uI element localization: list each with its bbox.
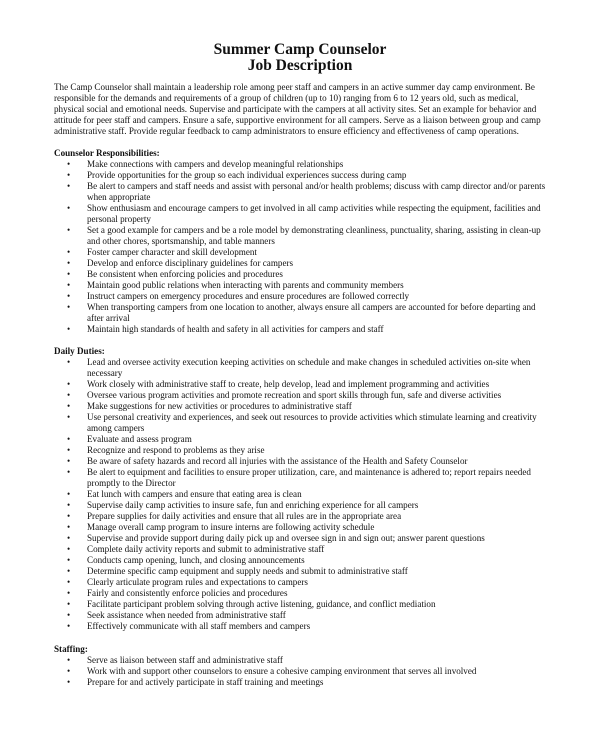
bullet-icon: •	[67, 390, 71, 400]
list-item-text: Instruct campers on emergency procedures and ensure procedures are followed correctly	[87, 291, 410, 301]
list-item-text: Use personal creativity and experiences, and seek out resources to provide activities which stimulate learning and creativity among campers	[87, 412, 537, 433]
bullet-icon: •	[67, 159, 71, 169]
list-item	[67, 181, 546, 203]
bullet-icon: •	[67, 269, 71, 279]
list-item-text: Prepare for and actively participate in staff training and meetings	[87, 677, 324, 687]
list-item-text: Oversee various program activities and promote recreation and sport skills through fun, safe and diverse activities	[87, 390, 502, 400]
list-item-text: Eat lunch with campers and ensure that eating area is clean	[87, 489, 302, 499]
list-item	[67, 269, 546, 280]
title-line-2: Job Description	[247, 57, 353, 74]
list-item-text: Work closely with administrative staff to create, help develop, lead and implement programming and activities	[87, 379, 490, 389]
list-item-text: Supervise and provide support during daily pick up and oversee sign in and sign out; answer parent questions	[87, 533, 485, 543]
list-item	[67, 225, 546, 247]
list-item-text: Complete daily activity reports and submit to administrative staff	[87, 544, 325, 554]
bullet-icon: •	[67, 467, 71, 477]
list-item-text: Supervise daily camp activities to insure safe, fun and enriching experience for all campers	[87, 500, 419, 510]
section-1	[54, 148, 546, 335]
bullet-icon: •	[67, 324, 71, 334]
bullet-icon: •	[67, 610, 71, 620]
list-item-text: Serve as liaison between staff and administrative staff	[87, 655, 283, 665]
list-item	[67, 610, 546, 621]
list-item	[67, 522, 546, 533]
bullet-icon: •	[67, 280, 71, 290]
bullet-icon: •	[67, 445, 71, 455]
list-item	[67, 280, 546, 291]
list-item	[67, 401, 546, 412]
sections-container	[54, 148, 546, 688]
list-item	[67, 621, 546, 632]
list-item-text: Seek assistance when needed from administrative staff	[87, 610, 286, 620]
list-item-text: Work with and support other counselors to ensure a cohesive camping environment that serves all involved	[87, 666, 477, 676]
list-item-text: Provide opportunities for the group so each individual experiences success during camp	[87, 170, 407, 180]
bullet-icon: •	[67, 203, 71, 213]
list-item	[67, 555, 546, 566]
list-item-text: Conducts camp opening, lunch, and closing announcements	[87, 555, 305, 565]
list-item-text: Foster camper character and skill development	[87, 247, 257, 257]
list-item	[67, 666, 546, 677]
list-item	[67, 291, 546, 302]
bullet-icon: •	[67, 181, 71, 191]
section-3	[54, 644, 546, 688]
list-item-text: Recognize and respond to problems as they arise	[87, 445, 265, 455]
list-item	[67, 456, 546, 467]
bullet-icon: •	[67, 566, 71, 576]
list-item-text: Be consistent when enforcing policies and procedures	[87, 269, 283, 279]
list-item-text: Make suggestions for new activities or procedures to administrative staff	[87, 401, 352, 411]
list-item	[67, 655, 546, 666]
list-item-text: Maintain high standards of health and safety in all activities for campers and staff	[87, 324, 384, 334]
list-item	[67, 390, 546, 401]
bullet-icon: •	[67, 544, 71, 554]
bullet-icon: •	[67, 357, 71, 367]
list-item-text: Effectively communicate with all staff members and campers	[87, 621, 311, 631]
list-item	[67, 445, 546, 456]
list-item	[67, 203, 546, 225]
bullet-list	[54, 159, 546, 335]
list-item	[67, 258, 546, 269]
list-item	[67, 500, 546, 511]
list-item	[67, 577, 546, 588]
list-item	[67, 159, 546, 170]
list-item	[67, 247, 546, 258]
section-heading: Counselor Responsibilities:	[54, 148, 160, 158]
list-item-text: Prepare supplies for daily activities and ensure that all rules are in the appropriate area	[87, 511, 402, 521]
list-item-text: Make connections with campers and develop meaningful relationships	[87, 159, 344, 169]
bullet-icon: •	[67, 291, 71, 301]
section-heading: Daily Duties:	[54, 346, 105, 356]
bullet-icon: •	[67, 533, 71, 543]
list-item-text: Facilitate participant problem solving through active listening, guidance, and conflict mediation	[87, 599, 436, 609]
list-item-text: Show enthusiasm and encourage campers to get involved in all camp activities while respecting the equipment, facilities and personal property	[87, 203, 541, 224]
bullet-icon: •	[67, 258, 71, 268]
list-item	[67, 588, 546, 599]
list-item	[67, 566, 546, 577]
document-title	[54, 42, 546, 74]
bullet-icon: •	[67, 434, 71, 444]
list-item-text: Be alert to campers and staff needs and assist with personal and/or health problems; discuss with camp director and/or parents when appropriate	[87, 181, 546, 202]
list-item	[67, 170, 546, 181]
bullet-icon: •	[67, 522, 71, 532]
bullet-icon: •	[67, 599, 71, 609]
list-item	[67, 302, 546, 324]
bullet-list	[54, 357, 546, 632]
list-item	[67, 489, 546, 500]
list-item-text: When transporting campers from one location to another, always ensure all campers are accounted for before departing and after arrival	[87, 302, 536, 323]
list-item	[67, 434, 546, 445]
intro-paragraph: The Camp Counselor shall maintain a leadership role among peer staff and campers in an active summer day camp environment. Be responsible for the demands and requirements of a group of children (up to 10) ranging from 6 to 12 years old, such as medical, physical social and emotional needs. Supervise and participate with the campers at all activity sites. Set an example for behavior and attitude for peer staff and campers. Ensure a safe, supportive environment for all campers. Serve as a liaison between group and camp administrative staff. Provide regular feedback to camp administrators to ensure efficiency and effectiveness of camp operations.	[54, 82, 541, 136]
list-item-text: Be aware of safety hazards and record all injuries with the assistance of the Health and Safety Counselor	[87, 456, 468, 466]
list-item-text: Determine specific camp equipment and supply needs and submit to administrative staff	[87, 566, 408, 576]
bullet-icon: •	[67, 555, 71, 565]
list-item-text: Set a good example for campers and be a role model by demonstrating cleanliness, punctuality, sharing, assisting in clean-up and other chores, sportsmanship, and table manners	[87, 225, 541, 246]
list-item	[67, 467, 546, 489]
bullet-icon: •	[67, 456, 71, 466]
list-item-text: Clearly articulate program rules and expectations to campers	[87, 577, 308, 587]
list-item-text: Develop and enforce disciplinary guidelines for campers	[87, 258, 294, 268]
bullet-icon: •	[67, 302, 71, 312]
bullet-icon: •	[67, 489, 71, 499]
bullet-icon: •	[67, 621, 71, 631]
bullet-icon: •	[67, 412, 71, 422]
list-item	[67, 412, 546, 434]
bullet-icon: •	[67, 379, 71, 389]
list-item-text: Be alert to equipment and facilities to ensure proper utilization, care, and maintenance is adhered to; report repairs needed promptly to the Director	[87, 467, 531, 488]
section-2	[54, 346, 546, 632]
bullet-icon: •	[67, 401, 71, 411]
bullet-icon: •	[67, 170, 71, 180]
section-heading: Staffing:	[54, 644, 88, 654]
list-item-text: Lead and oversee activity execution keeping activities on schedule and make changes in scheduled activities on-site when necessary	[87, 357, 531, 378]
list-item	[67, 533, 546, 544]
list-item	[67, 379, 546, 390]
bullet-icon: •	[67, 500, 71, 510]
bullet-icon: •	[67, 588, 71, 598]
list-item	[67, 511, 546, 522]
list-item-text: Maintain good public relations when interacting with parents and community members	[87, 280, 404, 290]
bullet-icon: •	[67, 577, 71, 587]
list-item	[67, 677, 546, 688]
bullet-icon: •	[67, 677, 71, 687]
bullet-list	[54, 655, 546, 688]
bullet-icon: •	[67, 511, 71, 521]
bullet-icon: •	[67, 247, 71, 257]
list-item	[67, 544, 546, 555]
list-item	[67, 599, 546, 610]
list-item-text: Manage overall camp program to insure interns are following activity schedule	[87, 522, 375, 532]
list-item-text: Evaluate and assess program	[87, 434, 192, 444]
list-item-text: Fairly and consistently enforce policies and procedures	[87, 588, 288, 598]
title-line-1: Summer Camp Counselor	[213, 41, 387, 58]
bullet-icon: •	[67, 225, 71, 235]
bullet-icon: •	[67, 655, 71, 665]
list-item	[67, 324, 546, 335]
list-item	[67, 357, 546, 379]
bullet-icon: •	[67, 666, 71, 676]
